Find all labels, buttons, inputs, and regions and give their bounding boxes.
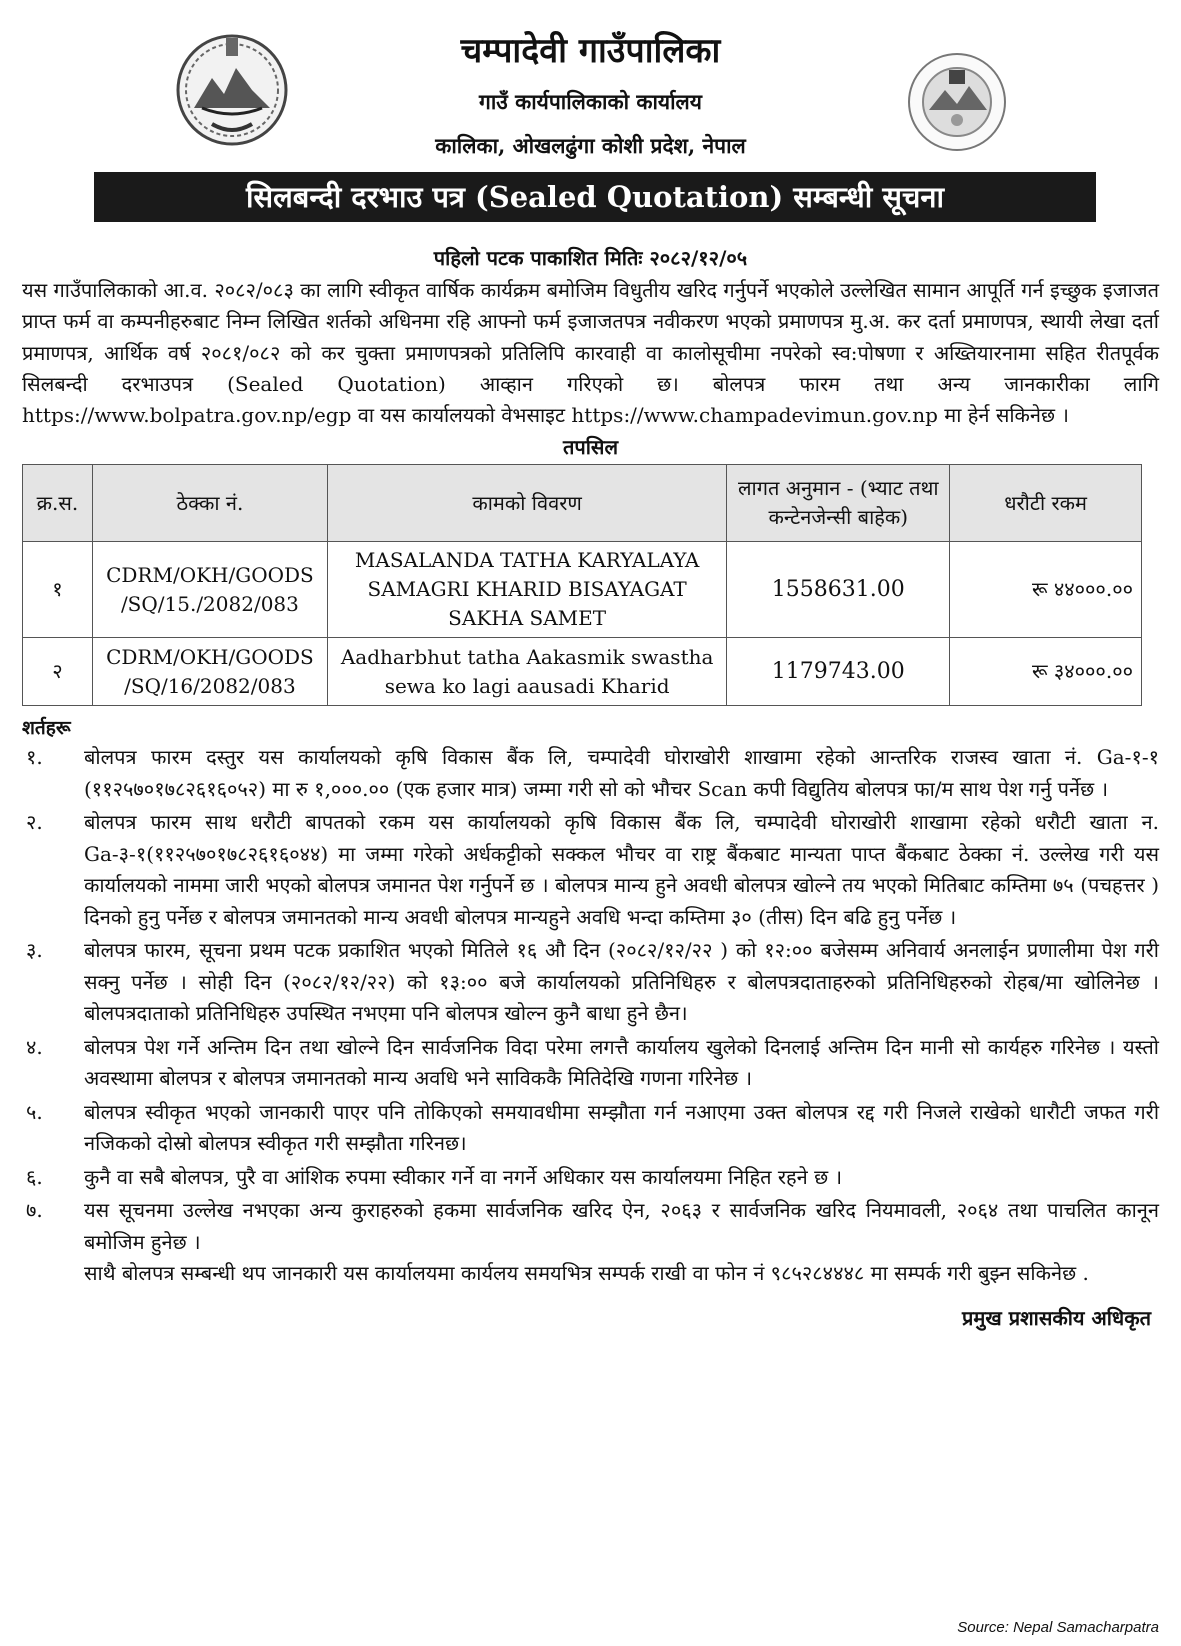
table-row: [23, 638, 1142, 706]
condition-text: बोलपत्र पेश गर्ने अन्तिम दिन तथा खोल्ने दिन सार्वजनिक विदा परेमा लगत्तै कार्यालय खुलेको दिनलाई अन्तिम दिन मानी सो कार्यहरु गरिनेछ । यस्तो अवस्थामा बोलपत्र र बोलपत्र जमानतको मान्य अवधि भने साविककै मितिदेखि गणना गरिनेछ ।: [84, 1034, 1159, 1091]
cell-contract: CDRM/OKH/GOODS /SQ/15./2082/083: [92, 542, 327, 638]
municipality-title: चम्पादेवी गाउँपालिका: [460, 31, 721, 71]
condition-number: ३.: [26, 938, 43, 963]
publication-date: पहिलो पटक पाकाशित मितिः २०८२/१२/०५: [433, 246, 748, 270]
condition-number: ६.: [26, 1164, 43, 1189]
cell-sn: २: [23, 638, 93, 706]
cell-cost: 1179743.00: [727, 638, 950, 706]
condition-text: बोलपत्र फारम साथ धरौटी बापतको रकम यस कार्यालयको कृषि विकास बैंक लि, चम्पादेवी घोराखोरी शाखामा रहेको धरौटी खाता न. Ga-३-१(११२५७०१७८२६१६०४४) मा जम्मा गरेको अर्धकट्टीको सक्कल भौचर वा राष्ट्र बैंकबाट मान्यता पाप्त बैंकबाट ठेक्का नं. उल्लेख गरी यस कार्यालयको नाममा जारी भएको बोलपत्र जमानत पेश गर्नुपर्ने छ । बोलपत्र मान्य हुने अवधी बोलपत्र खोल्ने तय भएको मितिबाट कम्तिमा ७५ (पचहत्तर ) दिनको हुनु पर्नेछ र बोलपत्र जमानतको मान्य अवधी बोलपत्र मान्यहुने अवधि भन्दा कम्तिमा ३० (तीस) दिन बढि हुनु पर्नेछ ।: [84, 810, 1159, 929]
condition-number: ५.: [26, 1099, 43, 1124]
condition-text: बोलपत्र स्वीकृत भएको जानकारी पाएर पनि तोकिएको समयावधीमा सम्झौता गर्न नआएमा उक्त बोलपत्र रद्द गरी निजले राखेको धारौटी जफत गरी नजिकको दोस्रो बोलपत्र स्वीकृत गरी सम्झौता गरिनछ।: [84, 1099, 1159, 1156]
condition-item: [22, 742, 1159, 805]
cell-deposit: रू ४४०००.००: [950, 542, 1142, 638]
col-header-sn: क्र.स.: [23, 465, 93, 542]
col-header-contract: ठेक्का नं.: [92, 465, 327, 542]
condition-text: बोलपत्र फारम, सूचना प्रथम पटक प्रकाशित भएको मितिले १६ औ दिन (२०८२/१२/२२ ) को १२:०० बजेसम्म अनिवार्य अनलाईन प्रणालीमा पेश गरी सक्नु पर्नेछ । सोही दिन (२०८२/१२/२२) को १३:०० बजे कार्यालयको प्रतिनिधिहरु र बोलपत्रदाताहरुको प्रतिनिधिहरुको रोहब/मा खोलिनेछ । बोलपत्रदाताको प्रतिनिधिहरु उपस्थित नभएमा पनि बोलपत्र खोल्न कुनै बाधा हुने छैन।: [84, 938, 1159, 1026]
office-name: गाउँ कार्यपालिकाको कार्यालय: [479, 89, 702, 114]
cell-contract: CDRM/OKH/GOODS /SQ/16/2082/083: [92, 638, 327, 706]
cell-sn: १: [23, 542, 93, 638]
condition-item: [22, 1032, 1159, 1095]
cell-description: MASALANDA TATHA KARYALAYA SAMAGRI KHARID BISAYAGAT SAKHA SAMET: [327, 542, 726, 638]
condition-item: [22, 1195, 1159, 1258]
condition-item: [22, 1097, 1159, 1160]
cell-deposit: रू ३४०००.००: [950, 638, 1142, 706]
cell-cost: 1558631.00: [727, 542, 950, 638]
condition-text: यस सूचनमा उल्लेख नभएका अन्य कुराहरुको हकमा सार्वजनिक खरिद ऐन, २०६३ र सार्वजनिक खरिद नियमावली, २०६४ तथा पाचलित कानून बमोजिम हुनेछ ।: [84, 1198, 1159, 1254]
conditions-heading: शर्तहरू: [22, 717, 71, 740]
intro-paragraph: यस गाउँपालिकाको आ.व. २०८२/०८३ का लागि स्वीकृत वार्षिक कार्यक्रम बमोजिम विधुतीय खरिद गर्नुपर्ने भएकोले उल्लेखित सामान आपूर्ति गर्न इच्छुक इजाजत प्राप्त फर्म वा कम्पनीहरुबाट निम्न लिखित शर्तको अधिनमा रहि आफ्नो फर्म इजाजतपत्र नवीकरण भएको प्रमाणपत्र मु.अ. कर दर्ता प्रमाणपत्र, स्थायी लेखा दर्ता प्रमाणपत्र, आर्थिक वर्ष २०८१/०८२ को कर चुक्ता प्रमाणपत्रको प्रतिलिपि कारवाही वा कालोसूचीमा नपरेको स्व:पोषणा र अख्तियारनामा सहित रीतपूर्वक सिलबन्दी दरभाउपत्र (Sealed Quotation) आव्हान गरिएको छ। बोलपत्र फारम तथा अन्य जानकारीका लागि https://www.bolpatra.gov.np/egp वा यस कार्यालयको वेभसाइट https://www.champadevimun.gov.np मा हेर्न सकिनेछ ।: [22, 278, 1159, 428]
quotation-table: [22, 464, 1142, 706]
cell-description: Aadharbhut tatha Aakasmik swastha sewa ko lagi aausadi Kharid: [327, 638, 726, 706]
table-row: [23, 542, 1142, 638]
signatory-title: प्रमुख प्रशासकीय अधिकृत: [962, 1305, 1151, 1330]
condition-number: १.: [26, 745, 43, 770]
condition-item: [22, 807, 1159, 933]
condition-number: ४.: [26, 1034, 43, 1059]
closing-paragraph: साथै बोलपत्र सम्बन्धी थप जानकारी यस कार्यालयमा कार्यलय समयभित्र सम्पर्क राखी वा फोन नं ९८५२८४४४८ मा सम्पर्क गरी बुझ्न सकिनेछ .: [84, 1261, 1089, 1286]
table-header-row: [23, 465, 1142, 542]
col-header-description: कामको विवरण: [327, 465, 726, 542]
condition-number: २.: [26, 810, 43, 835]
notice-page: [22, 20, 1159, 1331]
col-header-deposit: धरौटी रकम: [950, 465, 1142, 542]
condition-number: ७.: [26, 1198, 43, 1223]
source-credit: Source: Nepal Samacharpatra: [957, 1619, 1159, 1636]
office-address: कालिका, ओखलढुंगा कोशी प्रदेश, नेपाल: [435, 133, 746, 158]
notice-banner: सिलबन्दी दरभाउ पत्र (Sealed Quotation) सम्बन्धी सूचना: [94, 172, 1096, 222]
col-header-cost-estimate: लागत अनुमान - (भ्याट तथा कन्टेनजेन्सी बाहेक): [727, 465, 950, 542]
condition-item: [22, 1162, 1159, 1194]
notice-header: [22, 20, 1159, 230]
details-heading: तपसिल: [562, 435, 619, 460]
condition-text: कुनै वा सबै बोलपत्र, पुरै वा आंशिक रुपमा स्वीकार गर्ने वा नगर्ने अधिकार यस कार्यालयमा निहित रहने छ ।: [84, 1164, 843, 1189]
condition-text: बोलपत्र फारम दस्तुर यस कार्यालयको कृषि विकास बैंक लि, चम्पादेवी घोराखोरी शाखामा रहेको आन्तरिक राजस्व खाता नं. Ga-१-१ (११२५७०१७८२६१६०५२) मा रु १,०००.०० (एक हजार मात्र) जम्मा गरी सो को भौचर Scan कपी विद्युतिय बोलपत्र फा/म साथ पेश गर्नु पर्नेछ ।: [84, 745, 1159, 801]
condition-item: [22, 935, 1159, 1030]
